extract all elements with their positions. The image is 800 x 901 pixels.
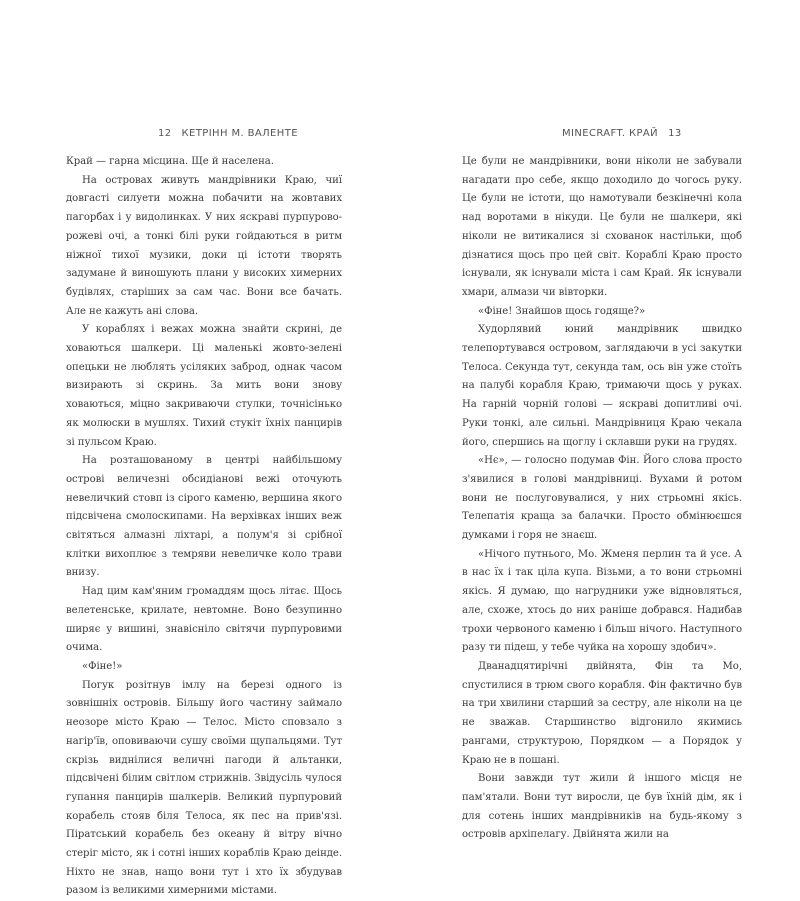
- left-running-title: КЕТРІНН М. ВАЛЕНТЕ: [181, 128, 298, 139]
- right-page-header: [562, 128, 692, 139]
- paragraph: «Фіне! Знайшов щось годяще?»: [478, 305, 646, 317]
- left-page: [0, 0, 400, 897]
- paragraph: «Фіне!»: [82, 660, 123, 672]
- paragraph: На розташованому в центрі найбільшому острові величезні обсидіанові вежі оточують невеличкий стовп із сірого каменю, вершина якого підсвічена смолоскипами. На верхівках інших веж світяться алмазні ліхтарі, а полум'я зі срібної клітки вихоплює з темряви невеличке коло трави внизу.: [66, 455, 342, 579]
- right-text-column: [462, 153, 742, 845]
- left-page-header: [148, 128, 298, 139]
- paragraph: Вони завжди тут жили й іншого місця не пам'ятали. Вони тут виросли, це був їхній дім, як і для сотень інших мандрівників на будь-якому з островів архіпелагу. Двійнята жили на: [462, 773, 742, 841]
- left-text-column: [66, 153, 342, 901]
- paragraph: «Нє», — голосно подумав Фін. Його слова просто з'явилися в голові мандрівниці. Вухами й ротом вони не послуговувалися, у них стрьомні якісь. Телепатія краща за балачки. Просто обмінюєшся думками і горя не знаєш.: [462, 455, 742, 542]
- paragraph: Це були не мандрівники, вони ніколи не забували нагадати про себе, якщо доходило до чогось руку. Це були не істоти, що намотували безкінечні кола над воротами в нікуди. Це були не шалкери, які ніколи не витикалися зі схованок настільки, щоб дізнатися щось про цей світ. Кораблі Краю просто існували, як існували міста і сам Край. Як існували хмари, алмази чи вівторки.: [462, 156, 742, 298]
- right-page-number: 13: [668, 128, 682, 139]
- paragraph: На островах живуть мандрівники Краю, чиї довгасті силуети можна побачити на жовтавих пагорбах і у видолинках. У них яскраві пурпурово-рожеві очі, а тонкі білі руки гойдаються в ритм ніжної тихої музики, доки ці істоти творять задумане й виношують плани у високих химерних будівлях, старіших за сам час. Вони все бачать. Але не кажуть ані слова.: [66, 174, 342, 317]
- paragraph: Худорлявий юний мандрівник швидко телепортувався островом, заглядаючи в усі закутки Телоса. Секунда тут, секунда там, ось він уже стоїть на палубі корабля Краю, тримаючи щось у руках. На гарній чорній голові — яскраві допитливі очі. Руки тонкі, але сильні. Мандрівниця Краю чекала його, спершись на щоглу і склавши руки на грудях.: [462, 324, 742, 448]
- paragraph: У кораблях і вежах можна знайти скрині, де ховаються шалкери. Ці маленькі жовто-зелені опецьки не люблять усіляких заброд, однак часом визирають зі скринь. За мить вони знову ховаються, міцно закриваючи стулки, точнісінько як молюски в мушлях. Тихий стукіт їхніх панцирів зі пульсом Краю.: [66, 324, 342, 448]
- left-page-number: 12: [158, 128, 172, 139]
- paragraph: Погук розітнув імлу на березі одного із зовнішніх островів. Більшу його частину займало неозоре місто Краю — Телос. Місто сповзало з нагір'їв, оповиваючи сушу своїми щупальцями. Тут скрізь виднілися величні пагоди й альтанки, підсвічені білим світлом стрижнів. Звідусіль чулося гупання панцирів шалкерів. Великий пурпуровий корабель стояв біля Телоса, як пес на прив'язі. Піратський корабель без океану й вітру вічно стеріг місто, як і сотні інших кораблів Краю деінде. Ніхто не знав, нащо вони тут і хто їх збудував разом із великими химерними містами.: [66, 679, 342, 897]
- paragraph: Дванадцятирічні двійнята, Фін та Мо, спустилися в трюм свого корабля. Фін фактично був на три хвилини старший за сестру, але ніколи на це не зважав. Старшинство відгонило якимись рангами, структурою, Порядком — а Порядок у Краю не в пошані.: [462, 660, 742, 766]
- right-page: [400, 0, 800, 841]
- paragraph: Край — гарна місцина. Ще й населена.: [66, 156, 274, 167]
- paragraph: Над цим кам'яним громаддям щось літає. Щось велетенське, крилате, невтомне. Воно безупинно ширяє у вишині, знавісніло світячи пурпуровими очима.: [66, 586, 342, 654]
- paragraph: «Нічого путнього, Мо. Жменя перлин та й усе. А в нас їх і так ціла купа. Візьми, а то вони стрьомні якісь. Я думаю, що нагрудники уже відновляться, але, схоже, хтось до них раніше добрався. Надибав трохи червоного каменю і більш нічого. Наступного разу ти підеш, у тебе чуйка на хорошу здобич».: [462, 548, 742, 654]
- right-running-title: MINECRAFT. КРАЙ: [562, 128, 659, 139]
